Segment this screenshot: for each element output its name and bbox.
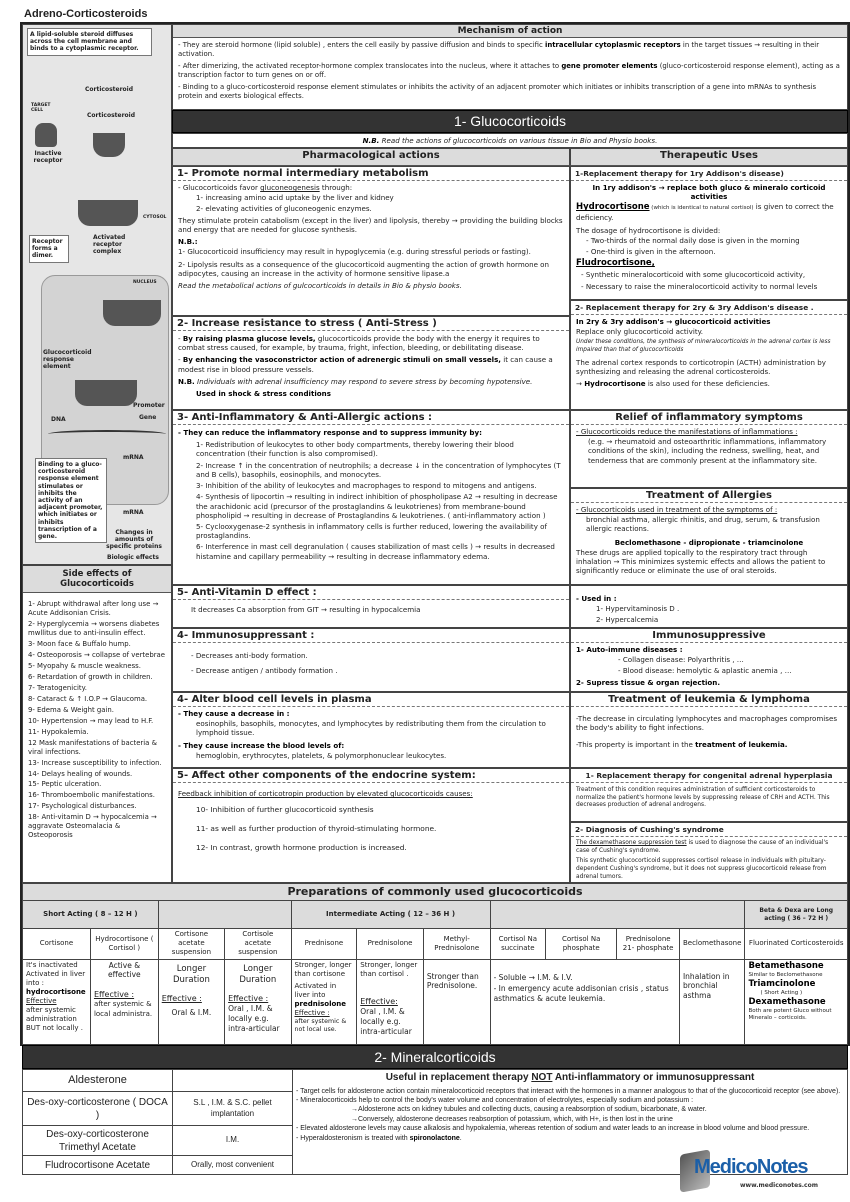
list-item: - Synthetic mineralocorticoid with some glucocorticoid activity, [581, 270, 806, 280]
drug-name-cell: Prednisone [291, 929, 357, 959]
side-effect-item: 16- Thromboembolic manifestations. [28, 791, 155, 800]
mineralocorticoids-table: Aldesterone Useful in replacement therapy NOT Anti-inflammatory or immunosuppressant - Target cells for aldosterone action contain mineralocorticoid receptors that interact with the hormones in a manner analogous to that of the glucocorticoid receptor (see above). - Mineralocorticoids help to control the body's water volume and concentration of electrolytes, especially sodium and potassium : →Aldosterone acts on kidney tubules and collecting ducts, causing a reabsorption of sodium, bicarbonate, & water. →Conversely, aldosterone decreases reabsorption of potassium, which, with H+, is then lost in the urine - Elevated aldosterone levels may cause alkalosis and hypokalemia, whereas retention of sodium and water leads to an increase in blood volume and blood pressure. - Hyperaldosteronism is treated with spironolactone. Des-oxy-corticosterone ( DOCA ) S.L , I.M. & S.C. pellet implantation Des-oxy-corticosterone Trimethyl Acetate I.M. Fludrocortisone Acetate Orally, most convenient [22, 1069, 848, 1175]
receptor-shape [93, 133, 125, 157]
paragraph: 1- Auto-immune diseases : [576, 645, 683, 654]
diagram-label: Promoter [133, 402, 165, 409]
side-effect-item: 15- Peptic ulceration. [28, 780, 102, 789]
list-item: 6- Interference in mast cell degranulation ( causes stabilization of mast cells ) → results in decreased histamine and capillary permeability → resulting in decrease inflammatory edema. [196, 542, 555, 561]
diagram-label: mRNA [123, 454, 144, 461]
diagram-label: Corticosteroid [85, 86, 134, 93]
leukemia-treatment: Treatment of leukemia & lymphoma -The decrease in circulating lymphocytes and macrophages compromises the body's ability to fight infections. -This property is important in the treatment of leukemia. [570, 692, 848, 768]
section-title: 4- Immunosuppressant : [173, 629, 569, 643]
drug-name-cell: Prednisolone 21- phosphate [617, 929, 680, 959]
therapeutic-uses-header: Therapeutic Uses [570, 148, 848, 166]
long-acting-header: Beta & Dexa are Long acting ( 36 – 72 H ) [745, 901, 848, 929]
paragraph: These drugs are applied topically to the respiratory tract through inhalation → This minimizes systemic effects and allows the patient to significantly reduce or eliminate the use of oral steroids. [576, 547, 826, 576]
mineral-route: Orally, most convenient [173, 1156, 293, 1175]
blank-header [158, 901, 291, 929]
subtitle: In 2ry & 3ry addison's → glucocorticoid activities [576, 317, 771, 326]
diagram-label: Corticosteroid [87, 112, 136, 119]
drug-name-cell: Beclomethasone [679, 929, 744, 959]
paragraph: - Mineralocorticoids help to control the body's water volume and concentration of electrolytes, especially sodium and potassium : [296, 1096, 694, 1104]
list-item: - Collagen disease: Polyarthritis , … [618, 655, 744, 665]
section-anti-stress: 2- Increase resistance to stress ( Anti-Stress ) - By raising plasma glucose levels, glucocorticoids provide the body with the energy it requires to combat stress caused, for example, by trauma, fright, infection, bleeding, or debilitating disease. - By enhancing the vasoconstrictor action of adrenergic stimuli on small vessels, it can cause a modest rise in blood pressure vessels. N.B. Individuals with adrenal insufficiency may respond to severe stress by becoming hypotensive. Used in shock & stress conditions [172, 316, 570, 410]
drug-name-cell: Cortisol Na succinate [490, 929, 546, 959]
list-item-list [178, 801, 564, 856]
mineral-route: I.M. [173, 1126, 293, 1156]
side-effect-item: 14- Delays healing of wounds. [28, 769, 133, 778]
list-item-list [173, 643, 569, 682]
section-title: Immunosuppressive [571, 629, 847, 643]
mineral-drug-name: Des-oxy-corticosterone Trimethyl Acetate [23, 1126, 173, 1156]
side-effect-item: 4- Osteoporosis → collapse of vertebrae [28, 650, 166, 659]
dna-strand [48, 430, 166, 438]
list-item-list [576, 604, 842, 624]
paragraph: The adrenal cortex responds to corticotropin (ACTH) administration by synthesizing and releasing the adrenal corticosteroids. [576, 357, 826, 376]
section-anti-vitamin-d [172, 585, 570, 628]
list-item: 2- elevating activities of gluconeogenic enzymes. [196, 204, 372, 214]
section-metabolism: 1- Promote normal intermediary metabolism - Glucocorticoids favor gluconeogenesis through: 1- increasing amino acid uptake by the liver and kidney 2- elevating activities of gluconeogenic enzymes. They stimulate protein catabolism (except in the liver) and lipolysis, thereby → providing the building blocks and energy that are needed for glucose synthesis. N.B.: 1- Glucocorticoid insufficiency may result in hypoglycemia (e.g. during stressful periods or fasting). 2- Lipolysis results as a consequence of the glucocorticoid augmenting the action of growth hormone on adipocytes, causing an increase in the activity of hormone sensitive lipase.a Read the metabolical actions of gulcocorticoids in details in Bio & physio books. [172, 166, 570, 316]
paragraph: This synthetic glucocorticoid suppresses cortisol release in individuals with pituitary-dependent Cushing's syndrome, but it does not suppress glucocorticoid release from adrenal tumors. [576, 858, 827, 880]
list-item-list [576, 655, 842, 675]
diagram-label: mRNA [123, 509, 144, 516]
list-item: 4- Synthesis of lipocortin → resulting in indirect inhibition of phospholipase A2 → resulting in decrease the arachidonic acid (precursor of the prostaglandins & leukotrienes) from membrane-bound phospholipid → resulting in decrease of Prostaglandins & leukotrienes. ( anti-inflammatory action ) [196, 492, 558, 520]
section-endocrine [172, 768, 570, 883]
receptor-shape [35, 123, 57, 147]
side-effect-item: 10- Hypertension → may lead to H.F. [28, 716, 154, 725]
section-title: 5- Anti-Vitamin D effect : [173, 586, 569, 600]
section-blood-cells: 4- Alter blood cell levels in plasma - They cause a decrease in : eosinophils, basophils, monocytes, and lymphocytes by redistributing them from the circulation to lymphoid tissue. - They cause increase the blood levels of: hemoglobin, erythrocytes, platelets, & polymorphonuclear leukocytes. [172, 692, 570, 768]
side-effect-item-list [23, 593, 171, 844]
beclomethasone-note: Inhalation in bronchial asthma [679, 959, 744, 1044]
diagram-label: Changes in amounts of specific proteins [106, 529, 162, 550]
paragraph: - Elevated aldosterone levels may cause alkalosis and hypokalemia, whereas retention of sodium and water leads to an increase in blood volume and blood pressure. [296, 1125, 810, 1133]
diagram-callout-dimer: Receptor forms a dimer. [29, 235, 69, 263]
paragraph: It decreases Ca absorption from GIT → resulting in hypocalcemia [191, 605, 421, 614]
paragraph: (e.g. → rheumatoid and osteoarthritic inflammations, inflammatory conditions of the skin), including the redness, swelling, heat, and tenderness that are commonly present at the inflammatory site. [588, 437, 827, 465]
vitamin-d-uses [570, 585, 848, 628]
mechanism-item: - They are steroid hormone (lipid soluble) , enters the cell easily by passive diffusion and binds to specific intracellular cytoplasmic receptors in the target tissues → resulting in their activation. [178, 41, 820, 58]
list-item: 1- Redistribution of leukocytes to other body compartments, thereby lowering their blood concentration (their function is also compromised). [196, 440, 514, 459]
paragraph: Under these conditions, the synthesis of mineralocorticoids in the adrenal cortex is less impaired than that of glucocorticoids [576, 339, 831, 353]
list-item: - Decrease antigen / antibody formation . [191, 666, 338, 676]
mediconotes-logo [680, 1150, 840, 1200]
list-item: - Two-thirds of the normal daily dose is given in the morning [586, 235, 800, 245]
section-title: 1- Promote normal intermediary metabolism [173, 167, 569, 181]
section-title: Treatment of leukemia & lymphoma [571, 693, 847, 707]
paragraph: - Target cells for aldosterone action contain mineralocorticoid receptors that interact with the hormones in a manner analogous to that of the glucocorticoid receptor (see above). [296, 1087, 841, 1095]
paragraph: hemoglobin, erythrocytes, platelets, & polymorphonuclear leukocytes. [196, 750, 447, 760]
mineral-drug-name: Aldesterone [23, 1070, 173, 1092]
drug-name-cell: Prednisolone [357, 929, 424, 959]
preparations-title: Preparations of commonly used glucocorticoids [23, 884, 848, 901]
short-acting-header: Short Acting ( 8 – 12 H ) [23, 901, 159, 929]
drug-name-cell: Methyl-Prednisolone [423, 929, 490, 959]
side-effect-item: 6- Retardation of growth in children. [28, 672, 153, 681]
paragraph: - Glucocorticoids reduce the manifestations of inflammations : [576, 427, 798, 436]
diagram-label: NUCLEUS [133, 280, 157, 285]
section-title: 1- Replacement therapy for congenital adrenal hyperplasia [571, 769, 847, 783]
drug-name-cell: Hydrocortisone ( Cortisol ) [90, 929, 158, 959]
side-effects-panel [22, 565, 172, 883]
list-item: - One-third is given in the afternoon. [586, 247, 716, 257]
list-item: 2- Increase ↑ in the concentration of neutrophils; a decrease ↓ in the concentration of lymphocytes (T and B cells), basophils, eosinophils, and monocytes. [196, 460, 561, 479]
logo-url: www.mediconotes.com [740, 1182, 818, 1189]
paragraph: 2- Lipolysis results as a consequence of the glucocorticoid augmenting the action of growth hormone on adipocytes, causing an increase in the activity of hormone sensitive lipase.a [178, 259, 550, 278]
list-item-list [576, 236, 842, 256]
diagram-label: Activated receptor complex [93, 234, 126, 255]
side-effect-item: 11- Hypokalemia. [28, 727, 89, 736]
paragraph: Feedback inhibition of corticotropin production by elevated glucocorticoids causes: [178, 789, 473, 798]
list-item-list [576, 270, 842, 290]
section-immunosuppressant [172, 628, 570, 692]
mechanism-panel [172, 24, 848, 110]
side-effect-item: 8- Cataract & ↑ I.O.P → Glaucoma. [28, 694, 148, 703]
side-effect-item: 17- Psychological disturbances. [28, 802, 137, 811]
section-title: 3- Anti-Inflammatory & Anti-Allergic actions : [173, 411, 569, 425]
mechanism-diagram [22, 24, 172, 565]
section-title: 4- Alter blood cell levels in plasma [173, 693, 569, 707]
drug-names: Beclomethasone - dipropionate - triamcinolone [614, 537, 804, 547]
therapy-2ry-addison: 2- Replacement therapy for 2ry & 3ry Addison's disease . In 2ry & 3ry addison's → glucocorticoid activities Replace only glucocorticoid activity. Under these conditions, the synthesis of mineralocorticoids in the adrenal cortex is less impaired than that of glucocorticoids The adrenal cortex responds to corticotropin (ACTH) administration by synthesizing and releasing the adrenal corticosteroids. → Hydrocortisone is also used for these deficiencies. [570, 300, 848, 410]
side-effect-item: 18- Anti-vitamin D → hypocalcemia → aggravate Osteomalacia & Osteoporosis [28, 813, 157, 840]
diagram-label: Gene [139, 414, 157, 421]
preparations-table: Preparations of commonly used glucocorticoids Short Acting ( 8 – 12 H ) Intermediate Acting ( 12 – 36 H ) Beta & Dexa are Long acting ( 36 – 72 H ) Cortisone Hydrocortisone ( Cortisol ) Cortisone acetate suspension Cortisole acetate suspension Prednisone Prednisolone Methyl-Prednisolone Cortisol Na succinate Cortisol Na phosphate Prednisolone 21- phosphate Beclomethasone Fluorinated Corticosteroids It's inactivated Activated in liver into : hydrocortisone Effective after systemic administration BUT not locally . Active & effective Effective : after systemic & local administra. Longer Duration Effective : Oral & I.M. Longer Duration Effective : Oral , I.M. & locally e.g. intra-articular Stronger, longer than cortisone Activated in liver into prednisolone Effective : after systemic & not local use. Stronger, longer than cortisol . Effective: Oral , I.M. & locally e.g. intra-articular Stronger than Prednisolone. - Soluble → I.M. & I.V. - In emergency acute addisonian crisis , status asthmatics & acute leukemia. Inhalation in bronchial asthma Betamethasone Similar to Beclomethasone Triamcinolone ( Short Acting ) Dexamethasone Both are potent Gluco without Mineralo – corticoids. [22, 883, 848, 1045]
paragraph: Treatment of this condition requires administration of sufficient corticosteroids to normalize the patient's hormone levels by suppressing release of CRH and ACTH. This decreases production of adrenal androgens. [576, 787, 830, 809]
list-item: 2- Hypercalcemia [596, 615, 659, 625]
list-item-list [178, 193, 564, 213]
paragraph: Read the metabolical actions of gulcocorticoids in details in Bio & physio books. [178, 280, 462, 290]
paragraph: 2- Supress tissue & organ rejection. [576, 677, 721, 687]
side-effect-item: 2- Hyperglycemia → worsens diabetes mwllitus due to anti-insulin effect. [28, 619, 160, 637]
list-item: - Soluble → I.M. & I.V. [493, 972, 573, 982]
list-item: - Decreases anti-body formation. [191, 651, 308, 660]
drug-name-cell: Cortisole acetate suspension [225, 929, 291, 959]
methyl-prednisolone-note: Stronger than Prednisolone. [423, 959, 490, 1044]
section-title: 1-Replacement therapy for 1ry Addison's disease) [571, 167, 847, 181]
drug-name-cell: Cortisol Na phosphate [546, 929, 617, 959]
side-effect-item: 7- Teratogenicity. [28, 683, 87, 692]
section-title: 2- Increase resistance to stress ( Anti-Stress ) [173, 317, 569, 331]
drug-name-cell: Cortisone [23, 929, 91, 959]
list-item: 1- Hypervitaminosis D . [596, 604, 680, 614]
diagram-callout-top: A lipid-soluble steroid diffuses across the cell membrane and binds to a cytoplasmic receptor. [27, 28, 152, 56]
drug-name-cell: Cortisone acetate suspension [158, 929, 224, 959]
list-item: 11- as well as further production of thyroid-stimulating hormone. [196, 824, 437, 834]
mineral-drug-name: Fludrocortisone Acetate [23, 1156, 173, 1175]
mechanism-title: Mechanism of action [173, 25, 847, 38]
cushing-diagnosis: 2- Diagnosis of Cushing's syndrome The dexamethasone suppression test is used to diagnose the cause of an individual's case of Cushing's syndrome. This synthetic glucocorticoid suppresses cortisol release in individuals with pituitary-dependent Cushing's syndrome, but it does not suppress glucocorticoid release from adrenal tumors. [570, 822, 848, 883]
mineral-route: S.L , I.M. & S.C. pellet implantation [173, 1092, 293, 1126]
paragraph: - Used in : [576, 594, 617, 603]
section-title: Treatment of Allergies [571, 489, 847, 503]
mineralocorticoids-banner: 2- Mineralcorticoids [22, 1045, 848, 1069]
section-title: 5- Affect other components of the endocrine system: [173, 769, 569, 783]
list-item-list [494, 973, 676, 1004]
subtitle: In 1ry addison's → replace both gluco & mineralo corticoid activities [592, 183, 826, 202]
list-item: 10- Inhibition of further glucocorticoid synthesis [196, 805, 374, 815]
side-effect-item: 3- Moon face & Buffalo hump. [28, 639, 131, 648]
therapy-1ry-addison: 1-Replacement therapy for 1ry Addison's disease) In 1ry addison's → replace both gluco & mineralo corticoid activities Hydrocortisone (which is identical to natural cortisol) is given to correct the deficiency. The dosage of hydrocortisone is divided: - Two-thirds of the normal daily dose is given in the morning - One-third is given in the afternoon. Fludrocortisone, - Synthetic mineralocorticoid with some glucocorticoid activity, - Necessary to raise the mineralocorticoid activity to normal levels [570, 166, 848, 300]
drug-names-row [23, 929, 848, 959]
side-effect-item: 12 Mask manifestations of bacteria & viral infections. [28, 738, 157, 756]
blank-header [490, 901, 745, 929]
diagram-label: Biologic effects [107, 554, 159, 561]
mechanism-item: - After dimerizing, the activated receptor-hormone complex translocates into the nucleus, where it attaches to gene promoter elements (gluco-corticosteroid response element), acting as a transcription factor to turn genes on or off. [178, 61, 840, 79]
immunosuppressive-uses [570, 628, 848, 692]
mineral-drug-name: Des-oxy-corticosterone ( DOCA ) [23, 1092, 173, 1126]
nb-note: N.B. Read the actions of glucocorticoids on various tissue in Bio and Physio books. [172, 133, 848, 148]
receptor-dimer-shape [78, 200, 138, 226]
diagram-label: CYTOSOL [143, 215, 167, 220]
section-title: Relief of inflammatory symptoms [571, 411, 847, 425]
congenital-hyperplasia [570, 768, 848, 822]
side-effect-item: 13- Increase susceptibility to infection. [28, 758, 162, 767]
diagram-label: Inactive receptor [33, 150, 63, 164]
page-title: Adreno-Corticosteroids [24, 8, 148, 20]
receptor-dimer-shape [75, 380, 137, 406]
list-item: - In emergency acute addisonian crisis , status asthmatics & acute leukemia. [493, 984, 669, 1004]
diagram-label: DNA [51, 416, 66, 423]
list-item: - Necessary to raise the mineralocorticoid activity to normal levels [581, 281, 818, 291]
paragraph: Replace only glucocorticoid activity. [576, 327, 704, 337]
paragraph: -The decrease in circulating lymphocytes and macrophages compromises the body's ability to fight infections. [576, 714, 838, 733]
list-item: - Blood disease: hemolytic & aplastic anemia , … [618, 666, 792, 676]
intermediate-acting-header: Intermediate Acting ( 12 – 36 H ) [291, 901, 490, 929]
section-title: 2- Diagnosis of Cushing's syndrome [571, 823, 847, 837]
paragraph: They stimulate protein catabolism (except in the liver) and lipolysis, thereby → providing the building blocks and energy that are needed for glucose synthesis. [178, 215, 563, 234]
side-effect-item: 1- Abrupt withdrawal after long use → Acute Addisonian Crisis. [28, 600, 159, 617]
paragraph: bronchial asthma, allergic rhinitis, and drug, serum, & transfusion allergic reactions. [586, 515, 820, 534]
paragraph: →Conversely, aldosterone decreases reabsorption of potassium, which, with H+, is then lost in the urine [351, 1115, 673, 1123]
logo-text: MedicoNotes [694, 1156, 808, 1178]
glucocorticoids-banner: 1- Glucocorticoids [172, 110, 848, 133]
treatment-allergies [570, 488, 848, 585]
side-effect-item: 9- Edema & Weight gain. [28, 705, 114, 714]
mineral-route [173, 1070, 293, 1092]
drug-name-cell: Fluorinated Corticosteroids [745, 929, 848, 959]
side-effects-title: Side effects of Glucocorticoids [23, 566, 171, 593]
paragraph: - Glucocorticoids used in treatment of the symptoms of : [576, 505, 778, 514]
diagram-callout-bottom: Binding to a gluco-corticosteroid response element stimulates or inhibits the activity of an adjacent promoter, which initiates or inhibits transcription of a gene. [35, 458, 107, 543]
paragraph: →Aldosterone acts on kidney tubules and collecting ducts, causing a reabsorption of sodium, bicarbonate, & water. [351, 1106, 707, 1114]
list-item: 1- increasing amino acid uptake by the liver and kidney [196, 193, 394, 203]
side-effect-item: 5- Myopahy & muscle weakness. [28, 661, 141, 670]
section-anti-inflammatory: 3- Anti-Inflammatory & Anti-Allergic actions : - They can reduce the inflammatory response and to suppress immunity by: 1- Redistribution of leukocytes to other body compartments, thereby lowering their blood concentration (their function is also compromised). 2- Increase ↑ in the concentration of neutrophils; a decrease ↓ in the concentration of lymphocytes (T and B cells), basophils, eosinophils, and monocytes. 3- Inhibition of the ability of leukocytes and macrophages to respond to mitogens and antigens. 4- Synthesis of lipocortin → resulting in indirect inhibition of phospholipase A2 → resulting in decrease the arachidonic acid (precursor of the prostaglandins & leukotrienes) from membrane-bound phospholipid → resulting in decrease of Prostaglandins & leukotrienes. ( anti-inflammatory action ) 5- Cyclooxygenase-2 synthesis in inflammatory cells is further reduced, lowering the availability of prostaglandins. 6- Interference in mast cell degranulation ( causes stabilization of mast cells ) → results in decreased histamine and capillary permeability → resulting in decrease inflammatory edema. [172, 410, 570, 585]
nb-label: N.B.: [178, 237, 198, 247]
list-item-list [178, 440, 564, 561]
diagram-label: TARGET CELL [31, 103, 51, 114]
list-item: 5- Cyclooxygenase-2 synthesis in inflammatory cells is further reduced, lowering the availability of prostaglandins. [196, 521, 548, 541]
mechanism-item: - Binding to a gluco-corticosteroid response element stimulates or inhibits the activity of an adjacent promoter which initiates or inhibits transcription of a gene into mRNAs to synthesis protein and exerts biological effects. [178, 82, 817, 100]
paragraph: Used in shock & stress conditions [196, 389, 331, 399]
diagram-label: Glucocorticoid response element [43, 349, 92, 370]
paragraph: eosinophils, basophils, monocytes, and lymphocytes by redistributing them from the circulation to lymphoid tissue. [196, 719, 546, 738]
receptor-dimer-shape [103, 300, 161, 326]
list-item: 3- Inhibition of the ability of leukocytes and macrophages to respond to mitogens and antigens. [196, 481, 537, 491]
section-title: 2- Replacement therapy for 2ry & 3ry Addison's disease . [571, 301, 847, 315]
list-item: 12- In contrast, growth hormone production is increased. [196, 843, 407, 853]
drug-name: Fludrocortisone, [576, 258, 655, 269]
pharm-actions-header: Pharmacological actions [172, 148, 570, 166]
paragraph: 1- Glucocorticoid insufficiency may result in hypoglycemia (e.g. during stressful periods or fasting). [178, 247, 531, 257]
relief-inflammatory [570, 410, 848, 488]
paragraph: The dosage of hydrocortisone is divided: [576, 225, 721, 235]
